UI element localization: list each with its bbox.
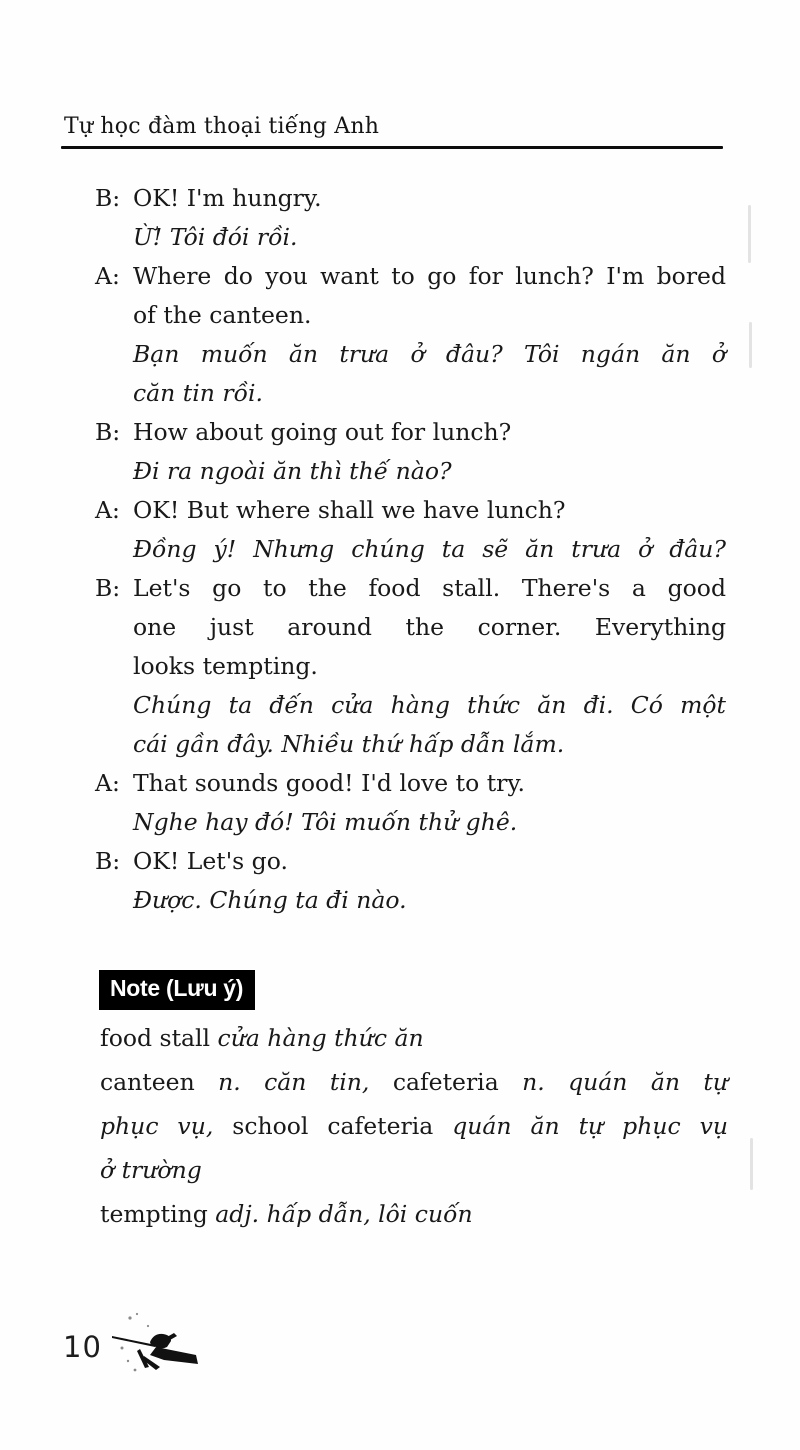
dialogue-line-en: OK! I'm hungry. [133, 184, 322, 212]
dialogue-line-en: of the canteen. [133, 301, 312, 329]
vocab-translation: n. quán ăn tự [522, 1068, 728, 1096]
dialogue-line-vi: Chúng ta đến cửa hàng thức ăn đi. Có một [133, 691, 726, 719]
dialogue-line-vi: Bạn muốn ăn trưa ở đâu? Tôi ngán ăn ở [133, 340, 726, 368]
vocab-line [100, 1016, 728, 1060]
speaker-label: A: [95, 496, 120, 524]
vocab-translation: cửa hàng thức ăn [217, 1024, 424, 1052]
note-heading: Note (Lưu ý) [99, 970, 255, 1010]
speaker-label: B: [95, 184, 121, 212]
dialogue-line-en: That sounds good! I'd love to try. [133, 769, 526, 797]
plane-doodle-icon [104, 1306, 209, 1381]
dialogue-entry [95, 257, 726, 413]
dialogue-entry [95, 569, 726, 764]
dialogue-line-en: OK! Let's go. [133, 847, 288, 875]
dialogue-line-en: How about going out for lunch? [133, 418, 512, 446]
scan-artifact [750, 1138, 753, 1190]
speaker-label: A: [95, 262, 120, 290]
vocab-term: cafeteria [369, 1068, 523, 1096]
dialogue-line-vi: Nghe hay đó! Tôi muốn thử ghê. [133, 808, 518, 836]
speaker-label: B: [95, 847, 121, 875]
dialogue-entry [95, 491, 726, 569]
vocab-line [100, 1192, 728, 1236]
vocab-line [100, 1104, 728, 1148]
dialogue-line-vi: Được. Chúng ta đi nào. [133, 886, 407, 914]
dialogue-line-en: looks tempting. [133, 652, 318, 680]
vocab-line [100, 1060, 728, 1104]
vocab-term: food stall [100, 1024, 218, 1052]
running-head: Tự học đàm thoại tiếng Anh [64, 114, 380, 139]
vocab-line [100, 1148, 728, 1192]
vocabulary-section [100, 1016, 728, 1236]
dialogue-line-en: Where do you want to go for lunch? I'm bored [133, 262, 726, 290]
dialogue-line-vi: Đồng ý! Nhưng chúng ta sẽ ăn trưa ở đâu? [133, 535, 726, 563]
scan-artifact [749, 322, 752, 368]
scan-artifact [748, 205, 751, 263]
vocab-term: tempting [100, 1200, 216, 1228]
dialogue-entry [95, 764, 726, 842]
dialogue-section [95, 179, 726, 920]
dialogue-line-vi: cái gần đây. Nhiều thứ hấp dẫn lắm. [133, 730, 565, 758]
vocab-translation: adj. hấp dẫn, lôi cuốn [215, 1200, 473, 1228]
vocab-translation: n. căn tin, [218, 1068, 370, 1096]
dialogue-entry [95, 842, 726, 920]
speaker-label: A: [95, 769, 120, 797]
header-rule [61, 146, 723, 149]
vocab-term: canteen [100, 1068, 219, 1096]
dialogue-line-en: OK! But where shall we have lunch? [133, 496, 566, 524]
vocab-translation: phục vụ, [100, 1112, 214, 1140]
vocab-term: school cafeteria [213, 1112, 453, 1140]
speaker-label: B: [95, 418, 121, 446]
dialogue-line-vi: Ừ! Tôi đói rồi. [133, 223, 298, 251]
dialogue-entry [95, 179, 726, 257]
vocab-translation: ở trường [100, 1156, 202, 1184]
page-number: 10 [63, 1330, 102, 1364]
vocab-translation: quán ăn tự phục vụ [452, 1112, 728, 1140]
dialogue-line-en: one just around the corner. Everything [133, 613, 726, 641]
speaker-label: B: [95, 574, 121, 602]
dialogue-line-en: Let's go to the food stall. There's a good [133, 574, 726, 602]
dialogue-entry [95, 413, 726, 491]
dialogue-line-vi: Đi ra ngoài ăn thì thế nào? [133, 457, 452, 485]
dialogue-line-vi: căn tin rồi. [133, 379, 263, 407]
